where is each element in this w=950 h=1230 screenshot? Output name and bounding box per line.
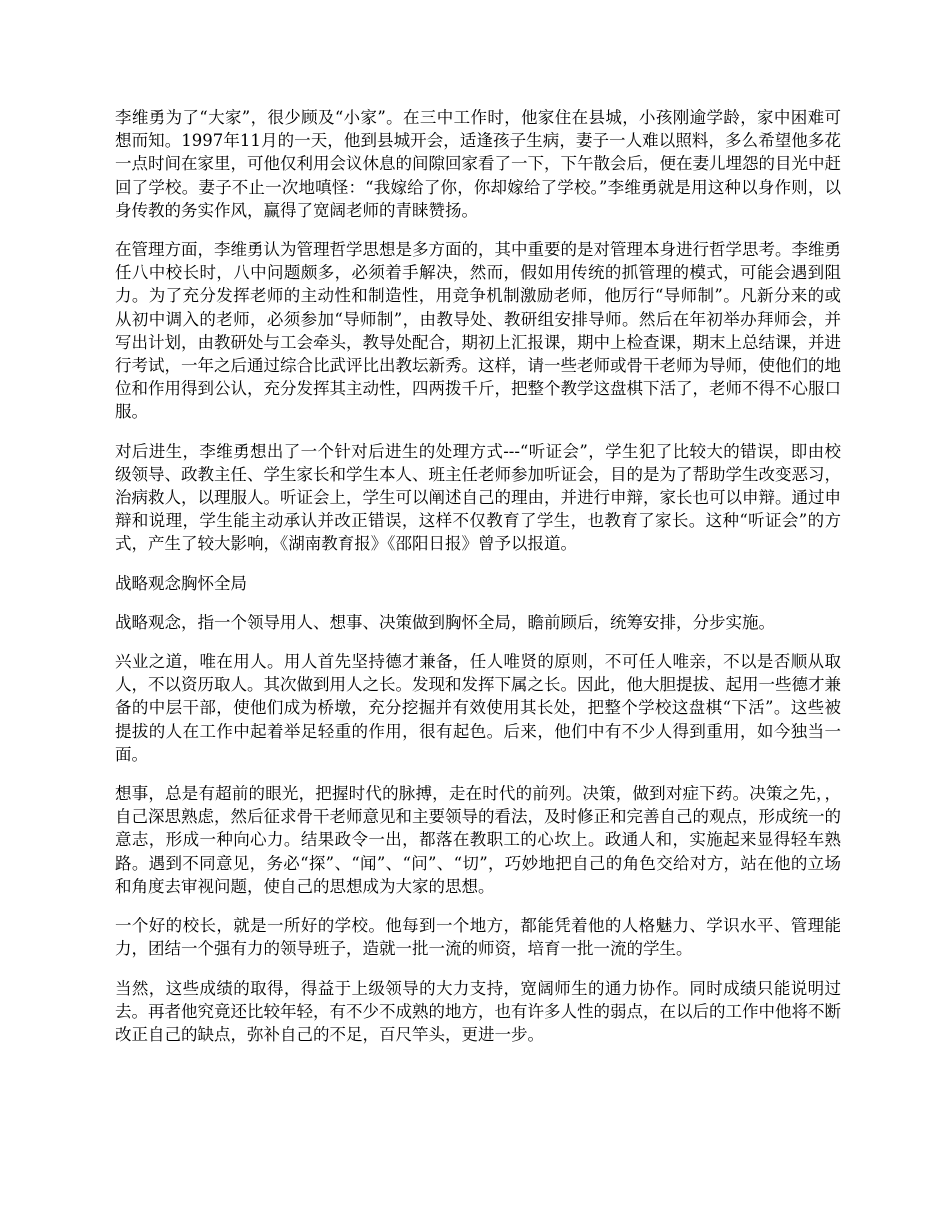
paragraph-good-principal: 一个好的校长，就是一所好的学校。他每到一个地方，都能凭着他的人格魅力、学识水平、管理能力，团结一个强有力的领导班子，造就一批一流的师资，培育一批一流的学生。 [115, 916, 841, 959]
paragraph-conclusion: 当然，这些成绩的取得，得益于上级领导的大力支持，宽阔师生的通力协作。同时成绩只能说明过去。再者他究竟还比较年轻，有不少不成熟的地方，也有许多人性的弱点，在以后的工作中他将不断改正自己的缺点，弥补自己的不足，百尺竿头，更进一步。 [115, 978, 841, 1044]
paragraph-decision-making: 想事，总是有超前的眼光，把握时代的脉搏，走在时代的前列。决策，做到对症下药。决策之先，，自己深思熟虑，然后征求骨干老师意见和主要领导的看法，及时修正和完善自己的观点，形成统一的意志，形成一种向心力。结果政令一出，都落在教职工的心坎上。政通人和，实施起来显得轻车熟路。遇到不同意见，务必“探”、“闻”、“问”、“切”，巧妙地把自己的角色交给对方，站在他的立场和角度去审视问题，使自己的思想成为大家的思想。 [115, 784, 841, 896]
paragraph-management-philosophy: 在管理方面，李维勇认为管理哲学思想是多方面的，其中重要的是对管理本身进行哲学思考。李维勇任八中校长时，八中问题颇多，必须着手解决，然而，假如用传统的抓管理的模式，可能会遇到阻力。为了充分发挥老师的主动性和制造性，用竞争机制激励老师，他厉行“导师制”。凡新分来的或从初中调入的老师，必须参加“导师制”，由教导处、教研组安排导师。然后在年初举办拜师会，并写出计划，由教研处与工会牵头，教导处配合，期初上汇报课，期中上检查课，期末上总结课，并进行考试，一年之后通过综合比武评比出教坛新秀。这样，请一些老师或骨干老师为导师，使他们的地位和作用得到公认，充分发挥其主动性，四两拨千斤，把整个教学这盘棋下活了，老师不得不心服口服。 [115, 240, 841, 422]
document-page [115, 106, 841, 1062]
paragraph-strategic-concept: 战略观念，指一个领导用人、想事、决策做到胸怀全局，瞻前顾后，统筹安排，分步实施。 [115, 612, 775, 632]
section-heading: 战略观念胸怀全局 [115, 573, 247, 593]
paragraph-hearing-meeting: 对后进生，李维勇想出了一个针对后进生的处理方式---“听证会”，学生犯了比较大的错误，即由校级领导、政教主任、学生家长和学生本人、班主任老师参加听证会，目的是为了帮助学生改变恶习，治病救人，以理服人。听证会上，学生可以阐述自己的理由，并进行申辩，家长也可以申辩。通过申辩和说理，学生能主动承认并改正错误，这样不仅教育了学生，也教育了家长。这种“听证会”的方式，产生了较大影响，《湖南教育报》《邵阳日报》曾予以报道。 [115, 441, 841, 554]
paragraph-family-sacrifice: 李维勇为了“大家”，很少顾及“小家”。在三中工作时，他家住在县城，小孩刚逾学龄，家中困难可想而知。1997年11月的一天，他到县城开会，适逢孩子生病，妻子一人难以照料，多么希望他多花一点时间在家里，可他仅利用会议休息的间隙回家看了一下，下午散会后，便在妻儿埋怨的目光中赶回了学校。妻子不止一次地嗔怪：“我嫁给了你，你却嫁给了学校。”李维勇就是用这种以身作则，以身传教的务实作风，赢得了宽阔老师的青睐赞扬。 [115, 108, 841, 220]
paragraph-employing-people: 兴业之道，唯在用人。用人首先坚持德才兼备，任人唯贤的原则，不可任人唯亲，不以是否顺从取人，不以资历取人。其次做到用人之长。发现和发挥下属之长。因此，他大胆提拔、起用一些德才兼备的中层干部，使他们成为桥墩，充分挖掘并有效使用其长处，把整个学校这盘棋“下活”。这些被提拔的人在工作中起着举足轻重的作用，很有起色。后来，他们中有不少人得到重用，如今独当一面。 [115, 652, 841, 764]
